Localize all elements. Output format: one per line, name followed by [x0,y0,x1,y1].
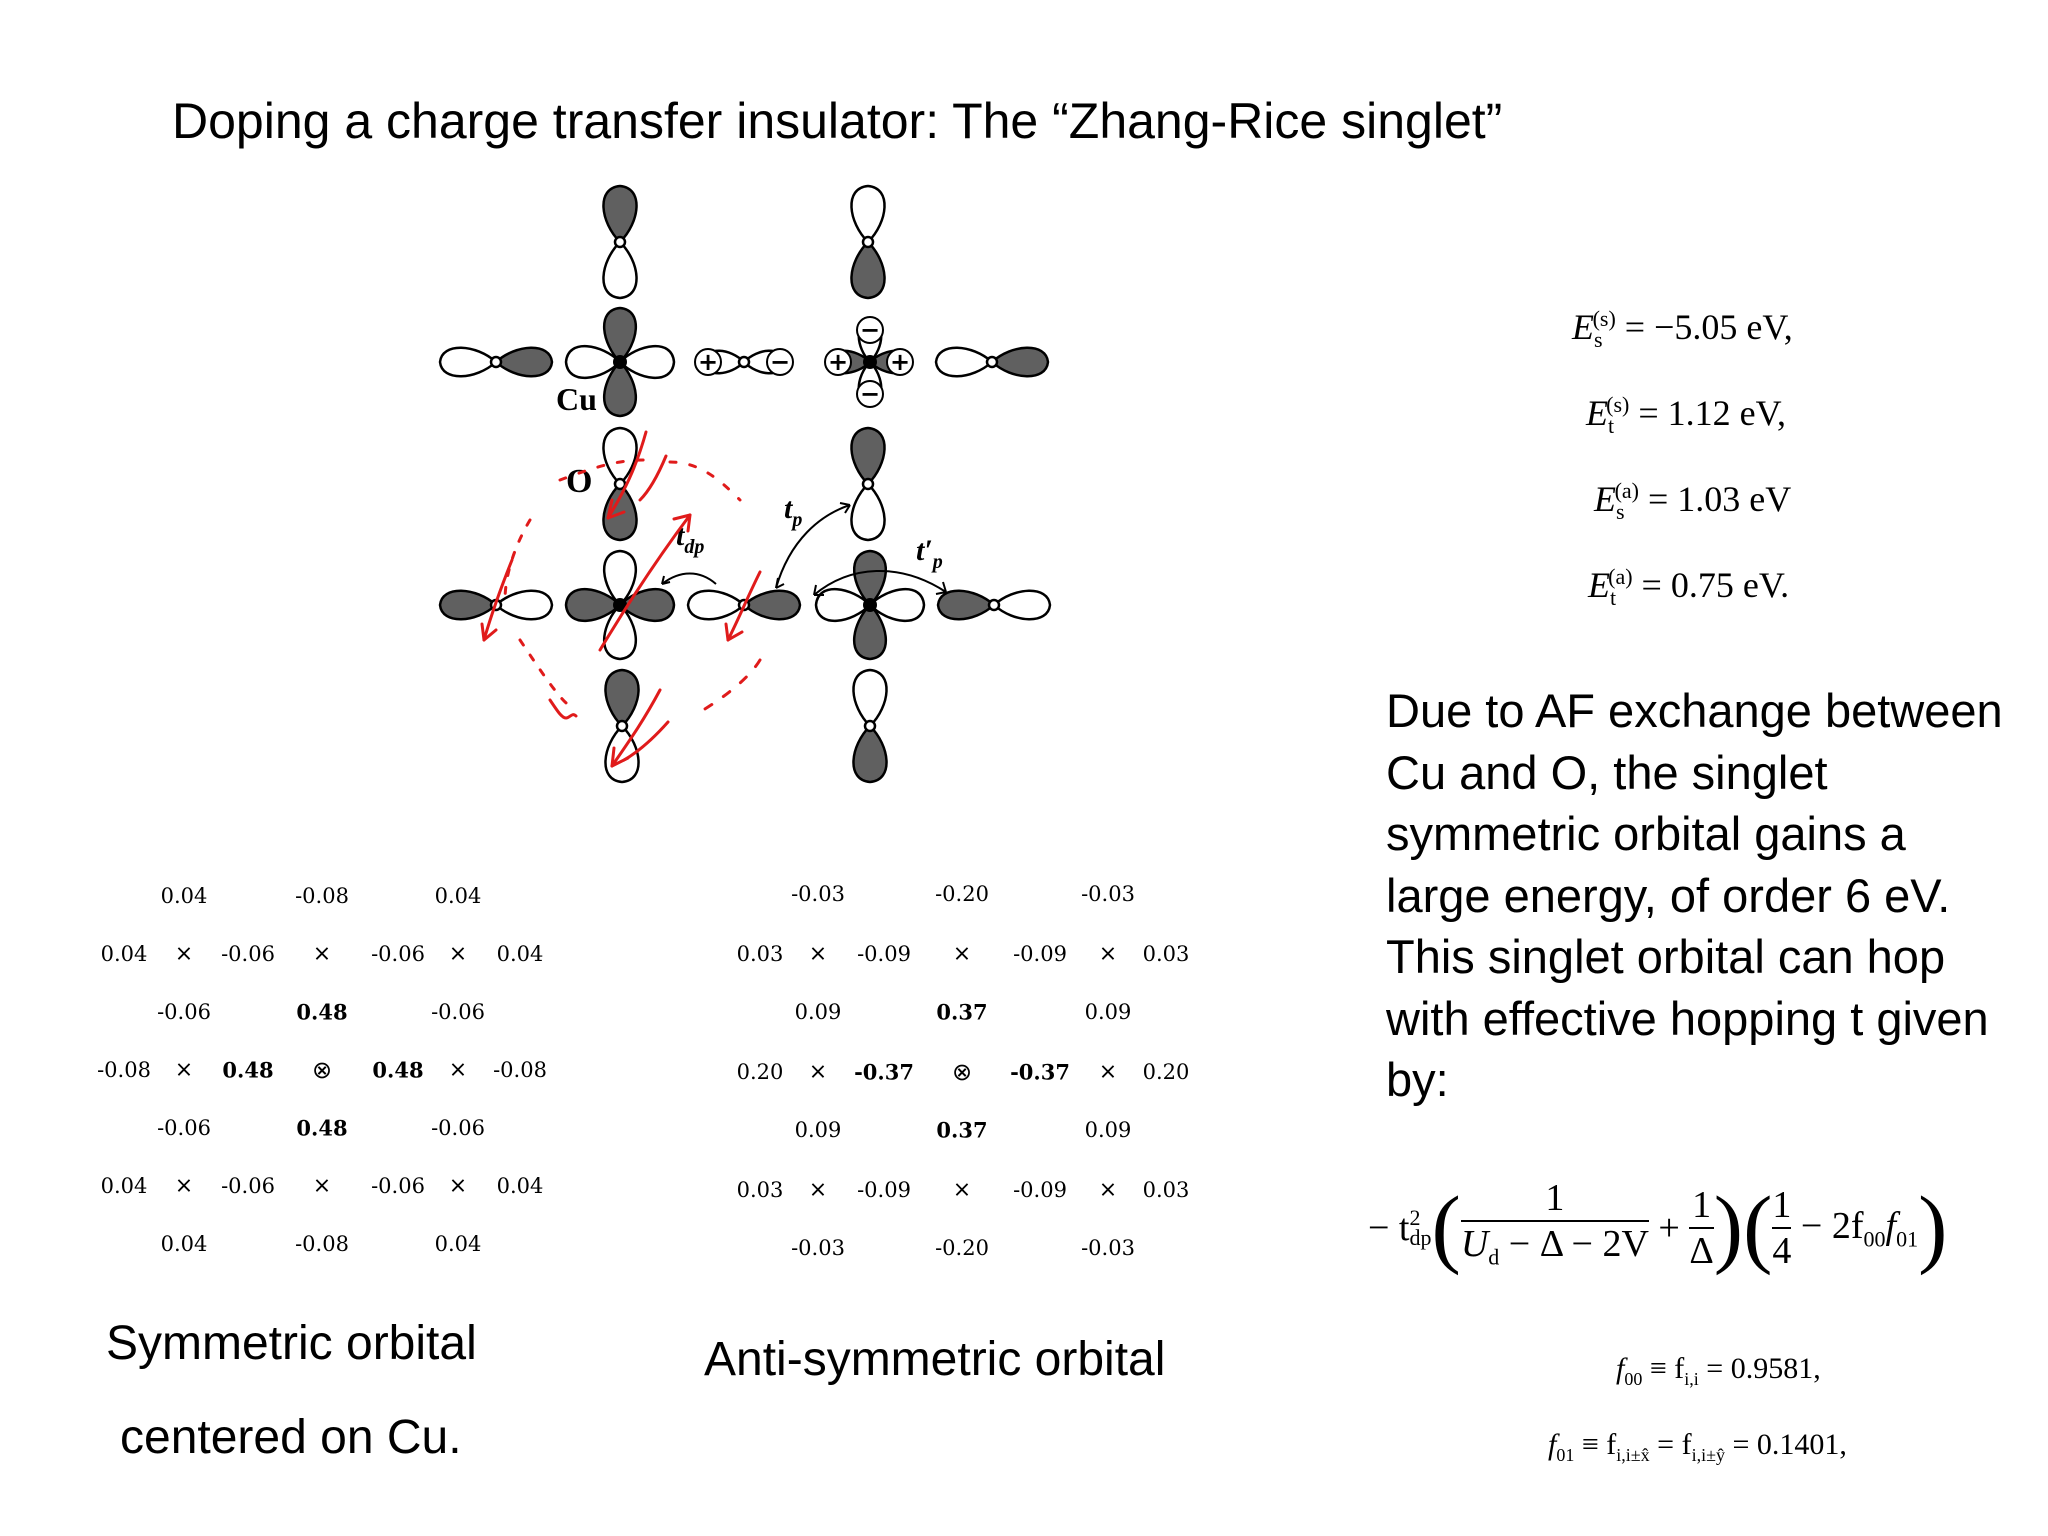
coefficient-cell: 0.04 [496,942,544,966]
coefficient-cell: -0.09 [1013,942,1067,966]
symmetric-caption-line2: centered on Cu. [120,1411,462,1464]
antisymmetric-orbital-coefficients [0,0,1200,1300]
minus-sign: − [859,380,881,408]
coefficient-cell: 0.04 [160,1232,208,1256]
coefficient-cell: 0.48 [296,999,348,1025]
coefficient-cell: × [808,1177,828,1203]
coefficient-cell: 0.03 [1142,942,1190,966]
coefficient-cell: -0.09 [857,942,911,966]
coefficient-cell: 0.09 [794,1000,842,1024]
coefficient-cell: -0.06 [371,1174,425,1198]
coefficient-cell: 0.20 [1142,1060,1190,1084]
coefficient-cell: 0.20 [736,1060,784,1084]
minus-sign: − [859,316,881,344]
coefficient-cell: -0.06 [431,1000,485,1024]
coefficient-cell: × [174,941,194,967]
coefficient-cell: -0.06 [221,942,275,966]
coefficient-cell: 0.04 [100,1174,148,1198]
coefficient-cell: 0.04 [434,884,482,908]
plus-sign: + [827,348,849,376]
coefficient-cell: × [1098,1177,1118,1203]
coefficient-cell: × [448,1173,468,1199]
page-title: Doping a charge transfer insulator: The “Zhang-Rice singlet” [172,93,1503,149]
coefficient-cell: -0.37 [854,1059,914,1085]
coefficient-cell: -0.08 [295,1232,349,1256]
coefficient-cell: 0.48 [222,1057,274,1083]
coefficient-cell: 0.04 [160,884,208,908]
coefficient-cell: 0.04 [434,1232,482,1256]
coefficient-cell: -0.06 [157,1000,211,1024]
f01-definition: $f_{01} \equiv f_{i,i\pm x̂} = f_{i,i\pm ŷ} = 0.1401$, [1548,1428,1847,1465]
coefficient-cell: -0.06 [371,942,425,966]
energy-row: $E_s^{(a)} = 1.03$ eV [1594,478,1792,525]
coefficient-cell: -0.20 [935,882,989,906]
coefficient-cell: × [312,1173,332,1199]
coefficient-cell: -0.37 [1010,1059,1070,1085]
coefficient-cell: × [312,941,332,967]
plus-sign: + [697,348,719,376]
coefficient-cell: -0.09 [1013,1178,1067,1202]
minus-sign: − [769,348,791,376]
coefficient-cell: 0.09 [1084,1118,1132,1142]
coefficient-cell: 0.48 [296,1115,348,1141]
coefficient-cell: × [448,1057,468,1083]
coefficient-cell: -0.20 [935,1236,989,1260]
coefficient-cell: 0.37 [936,1117,988,1143]
tp-prime-label: $t'_p$ [916,534,943,573]
coefficient-cell: 0.03 [736,942,784,966]
coefficient-cell: × [1098,941,1118,967]
coefficient-cell: × [448,941,468,967]
energy-row: $E_t^{(s)} = 1.12$ eV, [1586,392,1786,439]
symmetric-caption-line1: Symmetric orbital [106,1317,477,1370]
coefficient-cell: -0.08 [295,884,349,908]
energy-row: $E_s^{(s)} = -5.05$ eV, [1572,306,1793,353]
plus-sign: + [889,348,911,376]
coefficient-cell: × [174,1057,194,1083]
tdp-label: $t_{dp}$ [676,519,705,558]
tp-label: $t_p$ [784,492,803,531]
cu-label: Cu [556,381,597,417]
energy-row: $E_t^{(a)} = 0.75$ eV. [1588,564,1790,611]
coefficient-cell: -0.06 [221,1174,275,1198]
coefficient-cell: 0.09 [1084,1000,1132,1024]
coefficient-cell: -0.06 [157,1116,211,1140]
coefficient-cell: 0.03 [1142,1178,1190,1202]
coefficient-cell: -0.06 [431,1116,485,1140]
antisymmetric-caption: Anti-symmetric orbital [704,1333,1166,1386]
coefficient-cell: -0.03 [1081,882,1135,906]
coefficient-cell: × [808,1059,828,1085]
coefficient-cell: 0.37 [936,999,988,1025]
coefficient-cell: 0.48 [372,1057,424,1083]
coefficient-cell: 0.09 [794,1118,842,1142]
coefficient-cell: -0.03 [791,1236,845,1260]
coefficient-cell: 0.04 [496,1174,544,1198]
coefficient-cell: ⊗ [951,1058,973,1086]
coefficient-cell: × [1098,1059,1118,1085]
coefficient-cell: × [174,1173,194,1199]
f00-definition: $f_{00} \equiv f_{i,i} = 0.9581$, [1616,1352,1821,1389]
coefficient-cell: 0.04 [100,942,148,966]
coefficient-cell: ⊗ [311,1056,333,1084]
coefficient-cell: × [952,1177,972,1203]
coefficient-cell: -0.03 [791,882,845,906]
coefficient-cell: × [808,941,828,967]
coefficient-cell: -0.08 [493,1058,547,1082]
coefficient-cell: × [952,941,972,967]
coefficient-cell: 0.03 [736,1178,784,1202]
explanation-text: Due to AF exchange between Cu and O, the singlet symmetric orbital gains a large energy, of order 6 eV. This singlet orbital can hop with effective hopping t given by: [1386,684,2003,1106]
coefficient-cell: -0.08 [97,1058,151,1082]
hopping-formula: − t 2 dp ( $\frac{1}{U_d - \Delta - 2V}$ + $\frac{1}{\Delta}$ )( $\frac{1}{4}$ − $2f_{00}f_{01}$) [1368,1177,1948,1277]
coefficient-cell: -0.03 [1081,1236,1135,1260]
coefficient-cell: -0.09 [857,1178,911,1202]
o-label: O [566,463,593,500]
